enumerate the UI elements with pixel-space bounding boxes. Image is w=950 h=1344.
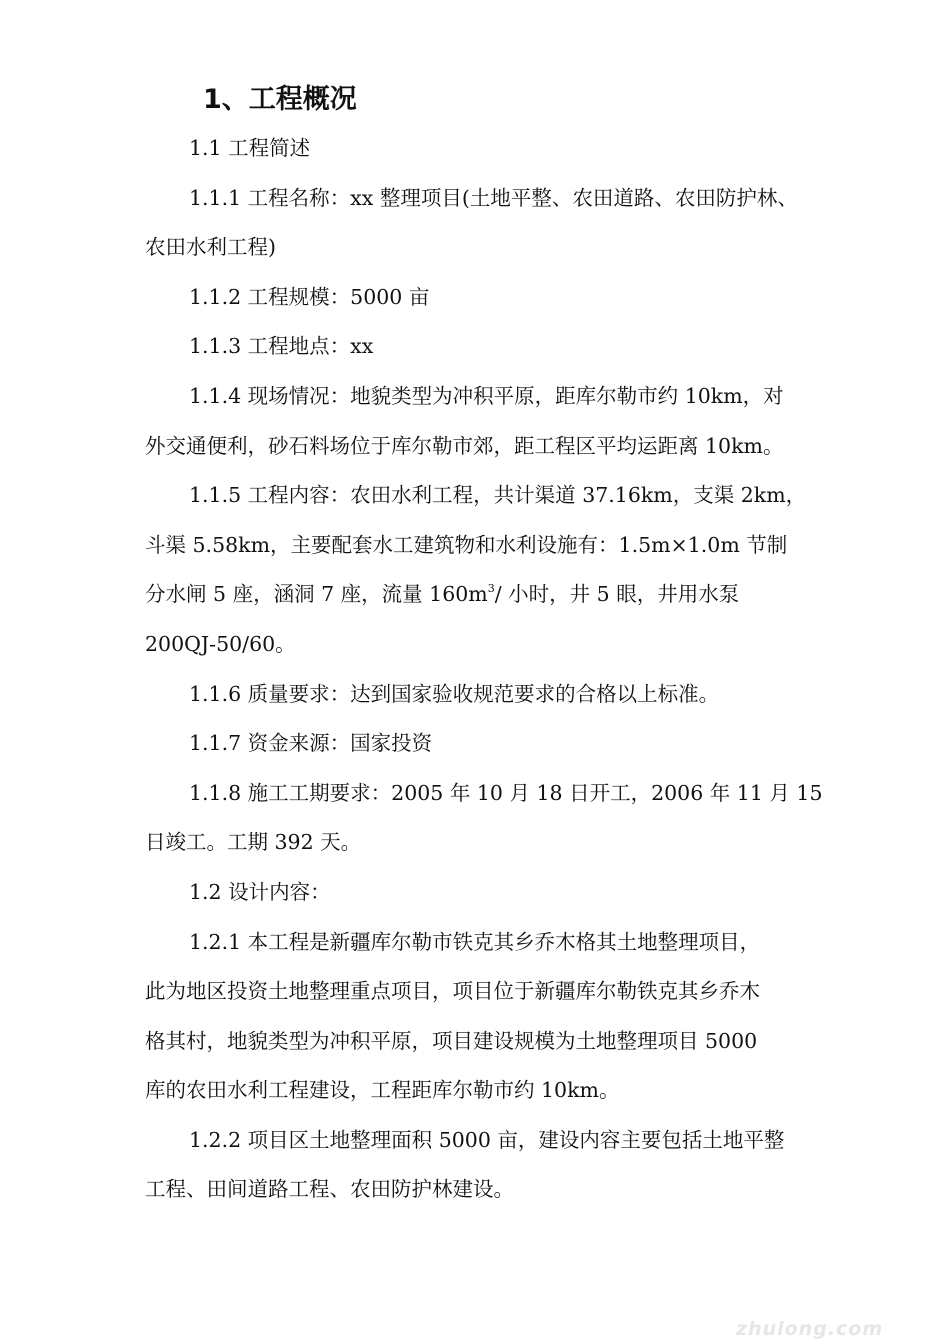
- paragraph-line: 1.2.2 项目区土地整理面积 5000 亩，建设内容主要包括土地平整: [189, 1127, 785, 1152]
- paragraph-line: [145, 570, 811, 620]
- paragraph-line: 1.1.1 工程名称：xx 整理项目(土地平整、农田道路、农田防护林、: [189, 185, 798, 210]
- paragraph-line: 农田水利工程): [145, 235, 276, 260]
- subsection-title: 1.1 工程简述: [189, 136, 311, 160]
- paragraph-line: 1.1.7 资金来源：国家投资: [189, 731, 433, 756]
- paragraph-line: 工程、田间道路工程、农田防护林建设。: [145, 1177, 514, 1202]
- paragraph-line: 1.1.5 工程内容：农田水利工程，共计渠道 37.16km，支渠 2km，: [189, 483, 807, 508]
- paragraph-line: 格其村，地貌类型为冲积平原，项目建设规模为土地整理项目 5000: [145, 1028, 758, 1053]
- body-text: [145, 124, 823, 1215]
- paragraph-line-part: / 小时，井 5 眼，井用水泵: [494, 582, 740, 607]
- paragraph-line-part: 分水闸 5 座，涵洞 7 座，流量 160m: [145, 582, 488, 607]
- section-heading: 1、工程概况: [203, 84, 357, 115]
- watermark: zhulong.com: [736, 1318, 884, 1340]
- paragraph-line: 斗渠 5.58km，主要配套水工建筑物和水利设施有：1.5m×1.0m 节制: [145, 532, 788, 557]
- paragraph-line: 此为地区投资土地整理重点项目，项目位于新疆库尔勒铁克其乡乔木: [145, 979, 760, 1004]
- paragraph-line: 1.1.3 工程地点：xx: [189, 334, 374, 359]
- superscript-3: 3: [487, 582, 495, 596]
- subsection-title: 1.2 设计内容：: [189, 879, 331, 904]
- paragraph-line: 200QJ-50/60。: [145, 631, 296, 656]
- paragraph-line: 1.1.2 工程规模：5000 亩: [189, 284, 430, 309]
- paragraph-line: 1.1.8 施工工期要求：2005 年 10 月 18 日开工，2006 年 11 月 15: [189, 780, 823, 805]
- paragraph-line: 1.2.1 本工程是新疆库尔勒市铁克其乡乔木格其土地整理项目，: [189, 929, 761, 954]
- paragraph-line: 日竣工。工期 392 天。: [145, 830, 362, 855]
- paragraph-line: 1.1.4 现场情况：地貌类型为冲积平原，距库尔勒市约 10km，对: [189, 383, 784, 408]
- paragraph-line: 外交通便利，砂石料场位于库尔勒市郊，距工程区平均运距离 10km。: [145, 433, 784, 458]
- paragraph-line: 1.1.6 质量要求：达到国家验收规范要求的合格以上标准。: [189, 681, 720, 706]
- paragraph-line: 库的农田水利工程建设，工程距库尔勒市约 10km。: [145, 1078, 620, 1103]
